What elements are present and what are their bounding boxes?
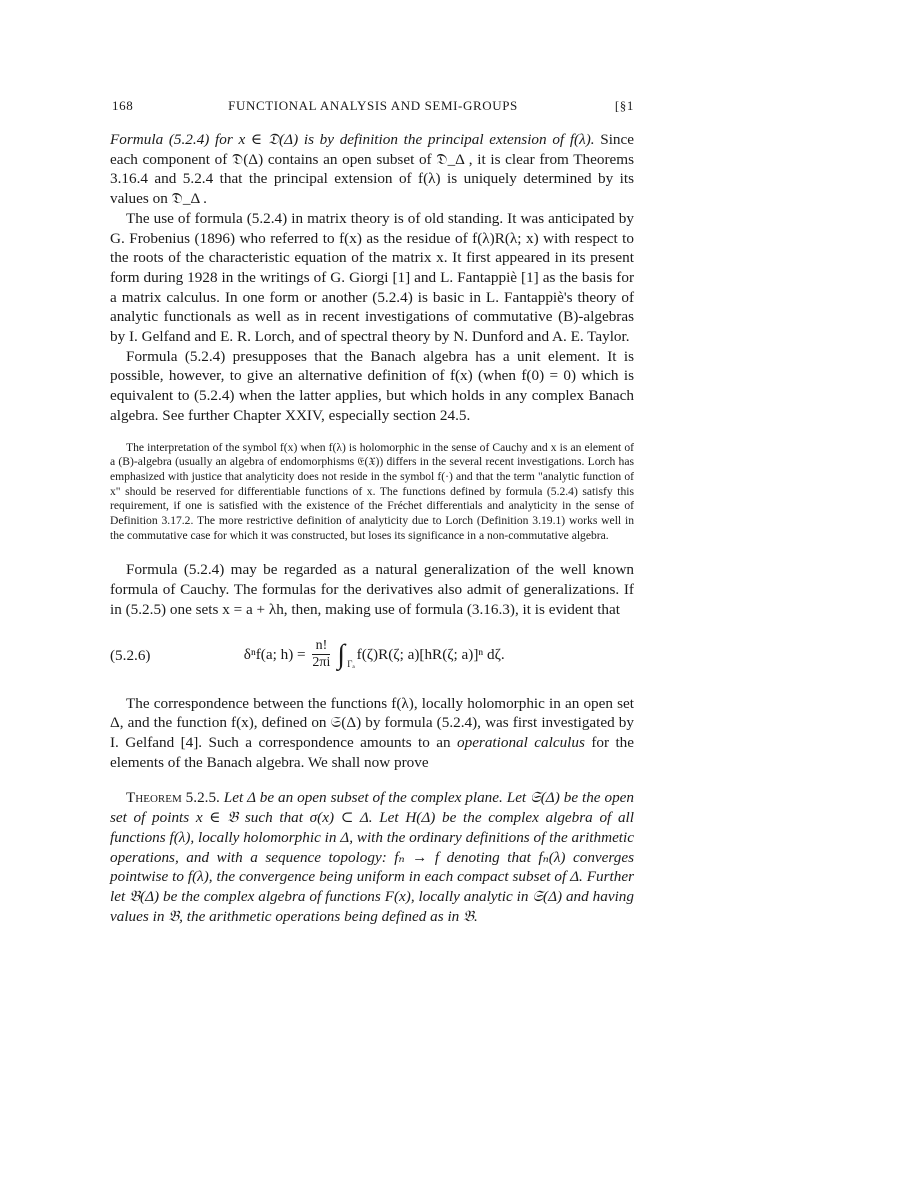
paragraph-history: The use of formula (5.2.4) in matrix theory is of old standing. It was anticipated by G. Frobenius (1896) who referred to f(x) as the residue of f(λ)R(λ; x) with respect to the roots of the characteristic equation of the matrix x. It first appeared in its present form during 1928 in the writings of G. Giorgi [1] and L. Fantappiè [1] as the basis for a matrix calculus. In one form or another (5.2.4) is basic in L. Fantappiè's theory of analytic functionals as well as in recent investigations of commutative (B)-algebras by I. Gelfand and E. R. Lorch, and of spectral theory by N. Dunford and A. E. Taylor.: [110, 209, 634, 346]
equation-rhs: f(ζ)R(ζ; a)[hR(ζ; a)]ⁿ dζ.: [356, 645, 505, 663]
theorem-statement: Let Δ be an open subset of the complex plane. Let 𝔖(Δ) be the open set of points x ∈ 𝔅 such that σ(x) ⊂ Δ. Let H(Δ) be the complex algebra of all functions f(λ), locally holomorphic in Δ, with the ordinary definitions of the arithmetic operations, and with a sequence topology: fₙ → f denoting that fₙ(λ) converges pointwise to f(λ), the convergence being uniform in each compact subset of Δ. Further let 𝔅(Δ) be the complex algebra of functions F(x), locally analytic in 𝔖(Δ) and having values in 𝔅, the arithmetic operations being defined as in 𝔅.: [110, 789, 635, 925]
paragraph-unit-element: Formula (5.2.4) presupposes that the Banach algebra has a unit element. It is possible, however, to give an alternative definition of f(x) (when f(0) = 0) which is equivalent to (5.2.4) when the latter applies, but which holds in any complex Banach algebra. See further Chapter XXIV, especially section 24.5.: [110, 347, 634, 424]
theorem-label: Theorem: [126, 789, 182, 807]
theorem-5-2-5: [110, 788, 634, 926]
theorem-number: 5.2.5.: [181, 789, 224, 807]
integral-contour: Γₐ: [347, 659, 355, 670]
remark-small-print: The interpretation of the symbol f(x) when f(λ) is holomorphic in the sense of Cauchy and x is an element of a (B)-algebra (usually an algebra of endomorphisms 𝔈(𝔛)) differs in the several recent investigations. Lorch has emphasized with justice that analyticity does not reside in the symbol f(·) and that the term "analytic function of x" should be reserved for differentiable functions of x. The functions defined by formula (5.2.4) satisfy this requirement, if one is satisfied with the existence of the Fréchet differentials and analyticity in the sense of Definition 3.17.2. The more restrictive definition of analyticity due to Lorch (Definition 3.19.1) works well in the commutative case for which it was constructed, but loses its significance in a non-commutative algebra.: [110, 440, 634, 542]
section-mark: [§1: [614, 98, 634, 113]
equation-lhs: δⁿf(a; h) =: [243, 645, 306, 663]
integral-sign: ∫ Γₐ: [337, 638, 345, 669]
paragraph-operational-calculus: The correspondence between the functions f(λ), locally holomorphic in an open set Δ, and the function f(x), defined on 𝔖(Δ) by formula (5.2.4), was first investigated by I. Gelfand [4]. Such a correspondence amounts to an operational calculus for the elements of the Banach algebra. We shall now prove: [110, 694, 634, 771]
operational-calculus-italic: operational calculus: [457, 733, 585, 751]
equation-fraction: [312, 638, 330, 671]
equation-tag: (5.2.6): [110, 646, 151, 664]
body-text: [110, 130, 634, 926]
running-title: FUNCTIONAL ANALYSIS AND SEMI-GROUPS: [228, 98, 518, 113]
definition-italic: Formula (5.2.4) for x ∈ 𝔇(Δ) is by definition the principal extension of f(λ).: [110, 131, 595, 148]
equation-5-2-6: [110, 628, 634, 682]
paragraph-principal-extension: Formula (5.2.4) for x ∈ 𝔇(Δ) is by definition the principal extension of f(λ). Since each component of 𝔇(Δ) contains an open subset of 𝔇_Δ , it is clear from Theorems 3.16.4 and 5.2.4 that the principal extension of f(λ) is uniquely determined by its values on 𝔇_Δ .: [110, 131, 634, 208]
paragraph-cauchy-generalization: Formula (5.2.4) may be regarded as a natural generalization of the well known formula of Cauchy. The formulas for the derivatives also admit of generalizations. If in (5.2.5) one sets x = a + λh, then, making use of formula (3.16.3), it is evident that: [110, 561, 634, 618]
page-number: 168: [112, 98, 134, 113]
fraction-denominator: 2πi: [312, 655, 331, 671]
equation-body: [240, 628, 505, 682]
fraction-numerator: n!: [312, 638, 330, 655]
